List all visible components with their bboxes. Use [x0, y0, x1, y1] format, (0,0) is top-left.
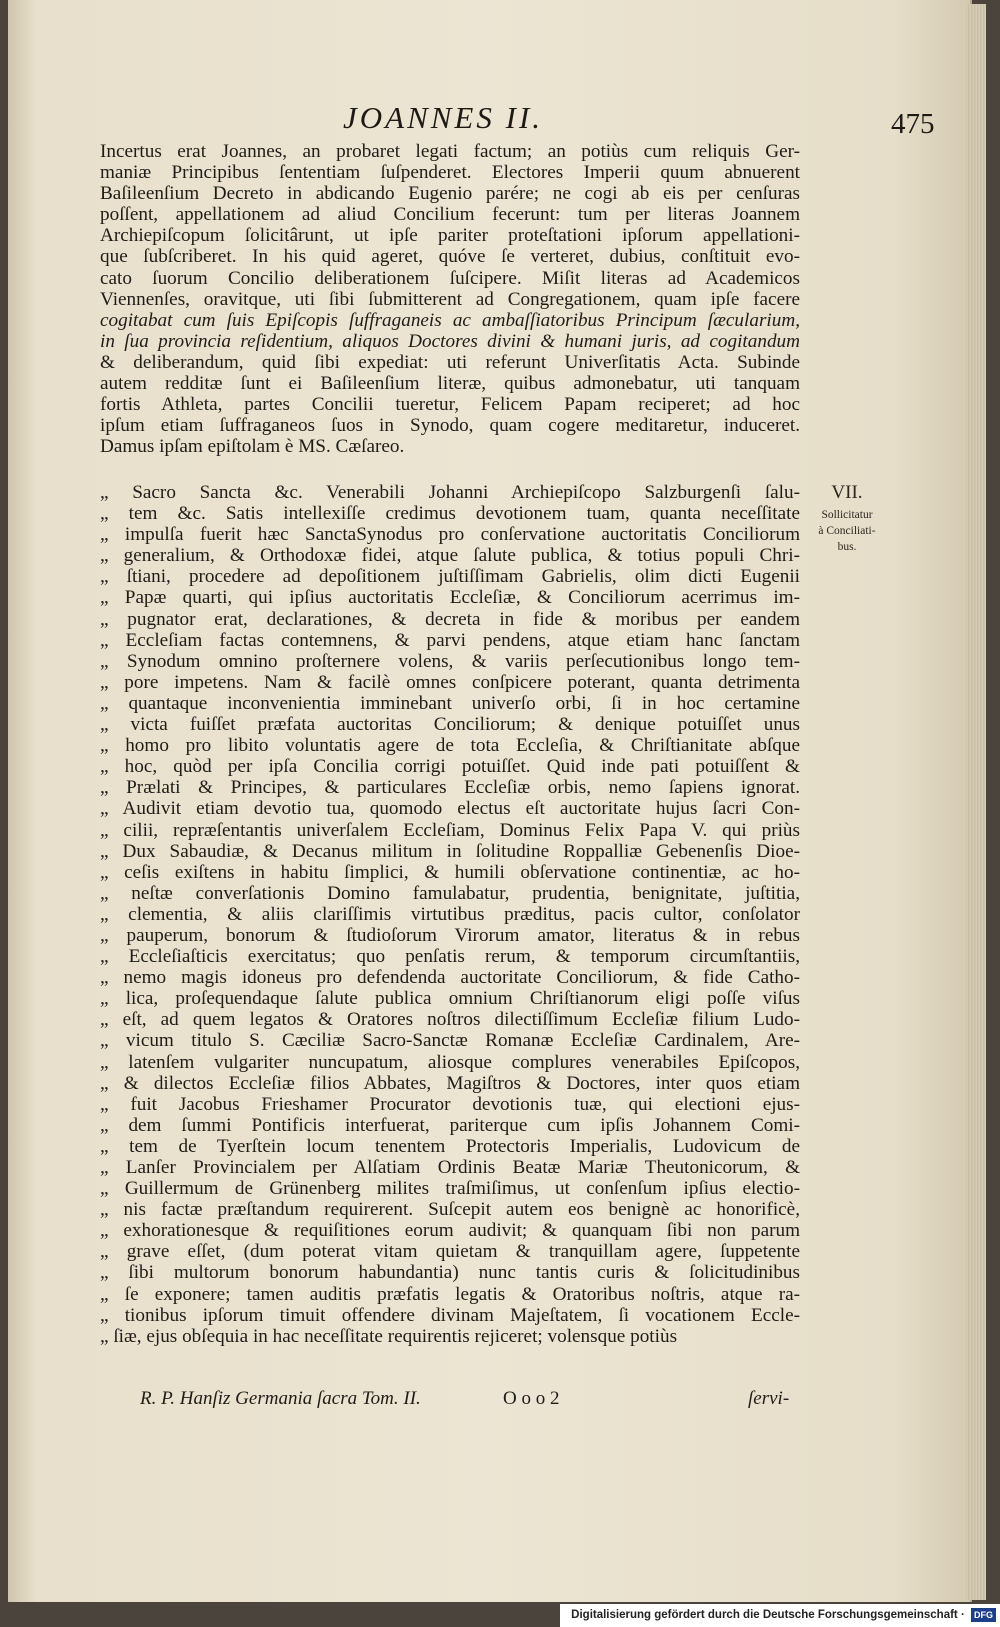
text-line: „ tem &c. Satis intellexiſſe credimus devotionem tuam, quanta neceſſitate: [100, 503, 800, 525]
text-line: cato ſuorum Concilio deliberationem ſuſcipere. Miſit literas ad Academicos: [100, 267, 800, 289]
credit-text: Digitalisierung gefördert durch die Deutsche Forschungsgemeinschaft ·: [571, 1609, 965, 1621]
show-through-sidenote: [818, 1085, 893, 1155]
text-line: „ impulſa fuerit hæc SanctaSynodus pro conſervatione auctoritatis Conciliorum: [100, 524, 800, 546]
text-line: cogitabat cum ſuis Epiſcopis ſuffraganeis ac ambaſſiatoribus Principum ſæcularium,: [100, 309, 800, 331]
text-line: „ ſe exponere; tamen auditis præfatis legatis & Oratoribus noſtris, atque ra-: [100, 1283, 800, 1305]
book-page: [8, 0, 972, 1602]
text-line: „ Lanſer Provincialem per Alſatiam Ordinis Beatæ Mariæ Theutonicorum, &: [100, 1157, 800, 1178]
catchword: ſervi-: [748, 1388, 790, 1409]
page-edge: [966, 4, 986, 1600]
text-line: „ nis factæ præſtandum requirerent. Suſcepit autem eos benignè ac honorificè,: [100, 1199, 800, 1221]
text-line: „ tionibus ipſorum timuit offendere divinam Majeſtatem, ſi vocationem Eccle-: [100, 1304, 800, 1326]
text-line: „ tem de Tyerſtein locum tenentem Protectoris Imperialis, Ludovicum de: [100, 1135, 800, 1157]
sidenote-number: VII.: [831, 482, 863, 503]
sidenote-line: Sollicitatur: [821, 509, 873, 521]
text-line: „ grave eſſet, (dum poterat vitam quietam & tranquillam agere, ſuppetente: [100, 1241, 800, 1263]
text-line: Viennenſes, oravitque, uti ſibi ſubmitterent ad Congregationem, quam ipſe facere: [100, 288, 800, 310]
text-line: „ ſibi multorum bonorum habundantia) nunc tantis curis & ſolicitudinibus: [100, 1262, 800, 1284]
text-line: poſſent, appellationem ad aliud Concilium fecerunt: tum per literas Joannem: [100, 204, 800, 226]
text-line: in ſua provincia reſidentium, aliquos Doctores divini & humani juris, ad cogitandum: [100, 330, 800, 352]
text-line: „ lica, proſequendaque ſalute publica omnium Chriſtianorum eligi poſſe viſus: [100, 988, 800, 1010]
text-line: „ Prælati & Principes, & particulares Eccleſiæ orbis, nemo ſapiens ignorat.: [100, 777, 800, 799]
text-line: „ latenſem vulgariter nuncupatum, aliosque complures venerabiles Epiſcopos,: [100, 1051, 800, 1073]
text-line: maniæ Principibus ſententiam ſuſpenderet. Electores Imperii quum abnuerent: [100, 162, 800, 184]
paragraph-intro: [100, 141, 800, 457]
text-line: „ Dux Sabaudiæ, & Decanus militum in ſolitudine Roppalliæ Gebenenſis Dioe-: [100, 840, 800, 862]
text-line: „ ſtiani, procedere ad depoſitionem juſtiſſimam Gabrielis, olim dicti Eugenii: [100, 566, 800, 588]
text-line: „ Papæ quarti, qui ipſius auctoritatis Eccleſiæ, & Conciliorum acerrimus im-: [100, 587, 800, 609]
text-line: autem redditæ ſunt ei Baſileenſium literæ, quibus admonebatur, uti tanquam: [100, 373, 800, 395]
text-line: „ generalium, & Orthodoxæ fidei, atque ſalute publica, & totius populi Chri-: [100, 545, 800, 567]
text-line: „ victa fuiſſet præfata auctoritas Conciliorum; & denique potuiſſet unus: [100, 714, 800, 736]
text-line: „ exhorationesque & requiſitiones eorum audivit; & quanquam ſibi non parum: [100, 1220, 800, 1242]
footer-signature: R. P. Hanſiz Germania ſacra Tom. II.: [140, 1388, 421, 1409]
text-line: „ ceſis exiſtens in habitu ſimplici, & humili obſervatione continentiæ, ac ho-: [100, 861, 800, 883]
text-line: que ſubſcriberet. In his quid ageret, quóve ſe verteret, dubius, conſtituit evo-: [100, 246, 800, 268]
paragraph-letter: [100, 482, 800, 1347]
sidenote-line: à Conciliati-: [818, 525, 876, 537]
text-line: „ Audivit etiam devotio tua, quomodo electus eſt auctoritate hujus ſacri Con-: [100, 798, 800, 820]
text-line: „ Synodum omnino proſternere volens, & variis perſecutionibus longo tem-: [100, 650, 800, 672]
text-line: „ Eccleſiam factas contemnens, & parvi pendens, atque etiam hanc ſanctam: [100, 629, 800, 651]
text-line: „ fuit Jacobus Frieshamer Procurator devotionis tuæ, qui electioni ejus-: [100, 1093, 800, 1115]
running-head: JOANNES II.: [343, 100, 544, 135]
text-line: „ pugnator erat, declarationes, & decreta in fide & moribus per eandem: [100, 608, 800, 630]
sidenote-line: bus.: [837, 541, 857, 553]
text-line: & deliberandum, quid ſibi expediat: uti referunt Univerſitatis Acta. Subinde: [100, 351, 800, 373]
text-line: „ clementia, & aliis clariſſimis virtutibus præditus, pacis cultor, conſolator: [100, 903, 800, 925]
text-line: Baſileenſium Decreto in abdicando Eugenio parére; ne cogi ab eis per cenſuras: [100, 183, 800, 205]
text-line: „ vicum titulo S. Cæciliæ Sacro-Sanctæ Romanæ Eccleſiæ Cardinalem, Are-: [100, 1030, 800, 1052]
digitization-credit: [560, 1604, 1000, 1627]
text-line: Archiepiſcopum ſolicitârunt, ut ipſe pariter proteſtationi ipſorum appellationi-: [100, 225, 800, 247]
text-line: ipſum etiam ſuffraganeos ſuos in Synodo, quam cogere meditaretur, induceret.: [100, 415, 800, 437]
text-line: „ ſiæ, ejus obſequia in hac neceſſitate requirentis rejiceret; volensque potiùs: [100, 1325, 678, 1347]
text-line: „ & dilectos Eccleſiæ filios Abbates, Magiſtros & Doctores, inter quos etiam: [100, 1072, 800, 1094]
text-line: „ neſtæ converſationis Domino famulabatur, prudentia, benignitate, juſtitia,: [100, 882, 800, 904]
text-line: Damus ipſam epiſtolam è MS. Cæſareo.: [100, 436, 405, 458]
dfg-logo: DFG: [971, 1608, 996, 1622]
text-line: Incertus erat Joannes, an probaret legati factum; an potiùs cum reliquis Ger-: [100, 141, 800, 162]
text-line: „ Sacro Sancta &c. Venerabili Johanni Archiepiſcopo Salzburgenſi ſalu-: [100, 482, 800, 503]
text-line: „ hoc, quòd per ipſa Concilia corrigi potuiſſet. Quid inde pati potuiſſent &: [100, 756, 800, 778]
text-line: „ nemo magis idoneus pro defendenda auctoritate Conciliorum, & fide Catho-: [100, 967, 800, 989]
text-line: „ pauperum, bonorum & ſtudioſorum Virorum amator, literatus & in rebus: [100, 924, 800, 946]
text-line: „ quantaque inconvenientia imminebant univerſo orbi, ſi in hoc certamine: [100, 692, 800, 714]
text-line: „ dem ſummi Pontificis interfuerat, pariterque cum ipſis Johannem Comi-: [100, 1114, 800, 1136]
text-line: „ Eccleſiaſticis exercitatus; quo penſatis rerum, & temporum circumſtantiis,: [100, 946, 800, 968]
text-line: „ pore impetens. Nam & facilè omnes conſpicere poterant, quanta detrimenta: [100, 671, 800, 693]
text-line: „ homo pro libito voluntatis agere de tota Eccleſia, & Chriſtianitate abſque: [100, 735, 800, 757]
text-line: „ eſt, ad quem legatos & Oratores noſtros dilectiſſimum Eccleſiæ filium Ludo-: [100, 1009, 800, 1031]
text-line: „ Guillermum de Grünenberg milites traſmiſimus, ut conſenſum ipſius electio-: [100, 1178, 800, 1200]
signature-mark: O o o 2: [503, 1388, 560, 1409]
page-number: 475: [891, 108, 935, 140]
text-line: „ cilii, repræſentantis univerſalem Eccleſiam, Dominus Felix Papa V. qui priùs: [100, 819, 800, 841]
text-line: fortis Athleta, partes Concilii tueretur, Felicem Papam reciperet; ad hoc: [100, 394, 800, 416]
